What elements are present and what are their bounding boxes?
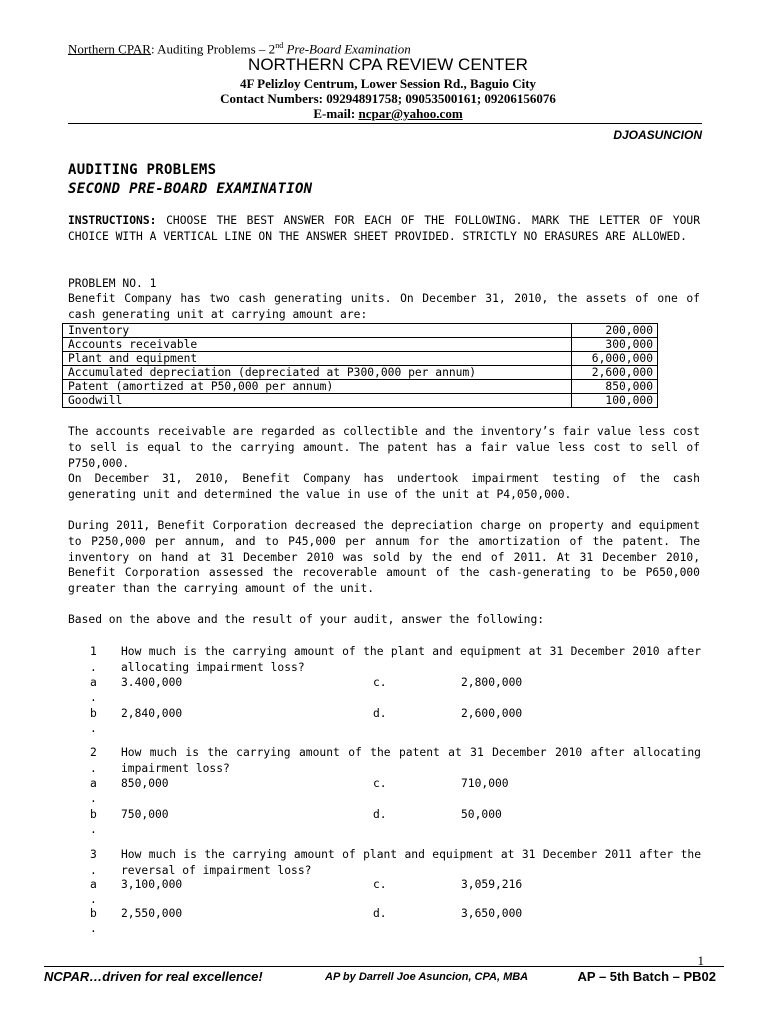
problem-paragraph-4: Based on the above and the result of your audit, answer the following:: [68, 613, 545, 626]
option-a-dot: .: [90, 691, 97, 704]
document-title: AUDITING PROBLEMS: [68, 162, 217, 178]
instructions-text: CHOOSE THE BEST ANSWER FOR EACH OF THE FOLLOWING. MARK THE LETTER OF YOUR CHOICE WITH A VERTICAL LINE ON THE ANSWER SHEET PROVIDED. STRICTLY NO ERASURES ARE ALLOWED.: [68, 214, 700, 243]
option-a-value[interactable]: 3.400,000: [121, 676, 183, 689]
option-d-value[interactable]: 3,650,000: [461, 907, 523, 920]
header-divider: [68, 123, 702, 124]
option-c-value[interactable]: 3,059,216: [461, 878, 523, 891]
author-tag: DJOASUNCION: [613, 128, 702, 142]
question-number: 2: [90, 746, 97, 759]
option-c-letter[interactable]: c.: [373, 777, 387, 790]
table-cell-amount: 100,000: [572, 394, 658, 408]
center-contact: Contact Numbers: 09294891758; 09053500161; 09206156076: [220, 91, 556, 106]
table-cell-amount: 200,000: [572, 324, 658, 338]
table-row: [63, 352, 658, 366]
option-a-value[interactable]: 850,000: [121, 777, 169, 790]
instructions-label: INSTRUCTIONS:: [68, 214, 157, 227]
table-cell-item: Goodwill: [63, 394, 572, 408]
option-d-value[interactable]: 2,600,000: [461, 707, 523, 720]
org-short: Northern CPAR: [68, 41, 151, 57]
question-number: 1: [90, 645, 97, 658]
page-number: 1: [697, 953, 704, 968]
option-b-dot: .: [90, 722, 97, 735]
option-a-dot: .: [90, 792, 97, 805]
table-cell-item: Plant and equipment: [63, 352, 572, 366]
question-number-dot: .: [90, 761, 97, 775]
option-d-letter[interactable]: d.: [373, 907, 387, 920]
option-d-value[interactable]: 50,000: [461, 808, 502, 821]
option-b-value[interactable]: 2,840,000: [121, 707, 183, 720]
footer-divider: [44, 966, 724, 967]
option-a-letter[interactable]: a: [90, 878, 97, 891]
table-row: [63, 394, 658, 408]
problem-paragraph-3: During 2011, Benefit Corporation decreased the depreciation charge on property and equipment to P250,000 per annum, and to P45,000 per annum for the amortization of the patent. The inventory on hand at 31 December 2010 was sold by the end of 2011. At 31 December 2010, Benefit Corporation assessed the recoverable amount of the cash-generating to be P650,000 greater than the carrying amount of the unit.: [68, 519, 700, 596]
footer-slogan: NCPAR…driven for real excellence!: [44, 969, 263, 984]
document-subtitle: SECOND PRE-BOARD EXAMINATION: [68, 181, 313, 197]
problem-intro: Benefit Company has two cash generating units. On December 31, 2010, the assets of one of cash generating unit at carrying amount are:: [68, 292, 700, 321]
email-link[interactable]: ncpar@yahoo.com: [358, 106, 463, 121]
option-b-letter[interactable]: b: [90, 907, 97, 920]
option-c-letter[interactable]: c.: [373, 878, 387, 891]
question-number-dot: .: [90, 863, 97, 877]
option-a-letter[interactable]: a: [90, 777, 97, 790]
table-row: [63, 366, 658, 380]
table-cell-item: Accounts receivable: [63, 338, 572, 352]
subject-label: : Auditing Problems – 2: [150, 41, 276, 57]
asset-table: [62, 323, 658, 408]
footer-author: AP by Darrell Joe Asuncion, CPA, MBA: [325, 971, 529, 983]
option-b-letter[interactable]: b: [90, 808, 97, 821]
table-cell-item: Accumulated depreciation (depreciated at P300,000 per annum): [63, 366, 572, 380]
exam-name: Pre-Board Examination: [283, 41, 411, 57]
table-cell-amount: 6,000,000: [572, 352, 658, 366]
option-c-letter[interactable]: c.: [373, 676, 387, 689]
option-c-value[interactable]: 2,800,000: [461, 676, 523, 689]
table-cell-amount: 300,000: [572, 338, 658, 352]
option-d-letter[interactable]: d.: [373, 707, 387, 720]
review-center-name: NORTHERN CPA REVIEW CENTER: [248, 55, 528, 74]
problem-paragraph-1: The accounts receivable are regarded as collectible and the inventory’s fair value less cost to sell is equal to the carrying amount. The patent has a fair value less cost to sell of P750,000.: [68, 425, 700, 470]
table-row: [63, 380, 658, 394]
problem-paragraph-2: On December 31, 2010, Benefit Company has undertook impairment testing of the cash generating unit and determined the value in use of the unit at P4,050,000.: [68, 472, 700, 501]
option-b-letter[interactable]: b: [90, 707, 97, 720]
question-number-dot: .: [90, 660, 97, 674]
question-number: 3: [90, 848, 97, 861]
option-a-letter[interactable]: a: [90, 676, 97, 689]
question-text: How much is the carrying amount of plant and equipment at 31 December 2011 after the reversal of impairment loss?: [121, 848, 701, 877]
table-cell-amount: 2,600,000: [572, 366, 658, 380]
table-cell-item: Inventory: [63, 324, 572, 338]
footer-batch: AP – 5th Batch – PB02: [577, 969, 716, 984]
question-text: How much is the carrying amount of the plant and equipment at 31 December 2010 after allocating impairment loss?: [121, 645, 701, 674]
option-a-dot: .: [90, 893, 97, 906]
center-email-line: [68, 106, 708, 122]
option-c-value[interactable]: 710,000: [461, 777, 509, 790]
option-a-value[interactable]: 3,100,000: [121, 878, 183, 891]
email-label: E-mail:: [313, 106, 359, 121]
option-b-dot: .: [90, 823, 97, 836]
option-b-dot: .: [90, 922, 97, 935]
option-d-letter[interactable]: d.: [373, 808, 387, 821]
question-text: How much is the carrying amount of the patent at 31 December 2010 after allocating impairment loss?: [121, 746, 701, 775]
table-row: [63, 338, 658, 352]
option-b-value[interactable]: 2,550,000: [121, 907, 183, 920]
ordinal-sup: nd: [275, 41, 284, 50]
instructions: [68, 213, 700, 245]
table-row: [63, 324, 658, 338]
table-cell-item: Patent (amortized at P50,000 per annum): [63, 380, 572, 394]
problem-heading: PROBLEM NO. 1: [68, 277, 157, 290]
table-cell-amount: 850,000: [572, 380, 658, 394]
center-address: 4F Pelizloy Centrum, Lower Session Rd., Baguio City: [239, 76, 537, 91]
option-b-value[interactable]: 750,000: [121, 808, 169, 821]
